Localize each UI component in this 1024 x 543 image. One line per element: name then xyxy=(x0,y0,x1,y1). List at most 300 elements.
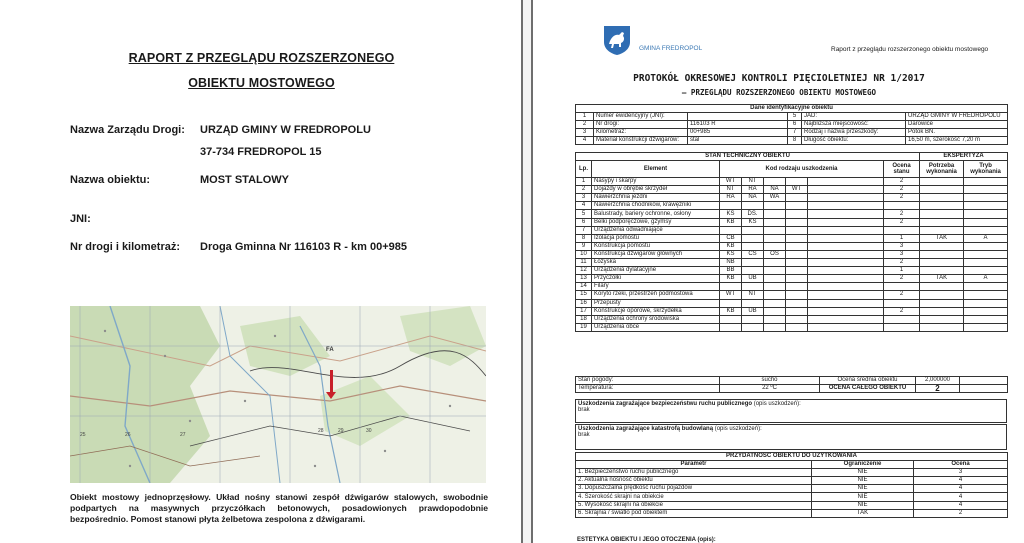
cell xyxy=(742,202,764,210)
table-row xyxy=(576,218,1008,226)
cell: 8 xyxy=(788,137,802,145)
cell xyxy=(920,202,964,210)
cell: 2 xyxy=(884,218,920,226)
report-title-line2: OBIEKTU MOSTOWEGO xyxy=(188,76,335,90)
table-row xyxy=(576,323,1008,331)
cell: 4 xyxy=(914,485,1008,493)
aesthetics-label: ESTETYKA OBIEKTU I JEGO OTOCZENIA (opis): xyxy=(577,537,716,543)
cell xyxy=(742,283,764,291)
cell xyxy=(786,210,808,218)
cell xyxy=(808,242,884,250)
structural-damage-note: (opis uszkodzeń): xyxy=(713,426,762,432)
cell xyxy=(808,283,884,291)
table-row xyxy=(576,307,1008,315)
usability-table xyxy=(575,452,1008,518)
expertyza-header: EKSPERTYZA xyxy=(920,153,1008,161)
cell xyxy=(808,259,884,267)
cell xyxy=(720,323,742,331)
element-name-cell: Filary xyxy=(592,283,720,291)
map-label-fa: FA xyxy=(326,347,334,353)
cell: 4 xyxy=(914,477,1008,485)
cell: 12 xyxy=(576,267,592,275)
cell xyxy=(964,323,1008,331)
bridge-description: Obiekt mostowy jednoprzęsłowy. Układ nośny stanowi zespół dźwigarów stalowych, swobodnie podpartych na masywnych przyczółkach betonowych, posadowionych prawdopodobnie bezpośrednio. Pomost stanowi płyta żelbetowa zespolona z dźwigarami. xyxy=(70,492,488,524)
cell: 5 xyxy=(788,113,802,121)
cell xyxy=(960,377,1008,385)
cell: NT xyxy=(720,186,742,194)
bridge-location-marker xyxy=(330,370,333,394)
col-ograniczenie: Ograniczenie xyxy=(812,461,914,469)
cell: 6. Skrajnia / światło pod obiektem xyxy=(576,509,812,517)
cell xyxy=(808,267,884,275)
overall-rating-label: OCENA CAŁEGO OBIEKTU xyxy=(820,385,916,393)
cell: 2 xyxy=(884,291,920,299)
table-row xyxy=(576,291,1008,299)
col-ocena: Ocena stanu xyxy=(884,161,920,178)
cell xyxy=(764,178,786,186)
cell xyxy=(964,186,1008,194)
cell xyxy=(808,210,884,218)
cell xyxy=(742,323,764,331)
cell xyxy=(920,250,964,258)
cell xyxy=(720,283,742,291)
cell xyxy=(786,218,808,226)
cell xyxy=(764,218,786,226)
cell xyxy=(964,194,1008,202)
map-grid-number: 25 xyxy=(80,432,86,438)
cell: KB xyxy=(720,275,742,283)
cell: TAK xyxy=(920,275,964,283)
cell xyxy=(808,226,884,234)
cell: Nr drogi: xyxy=(594,121,688,129)
cell xyxy=(920,210,964,218)
cell xyxy=(920,291,964,299)
gmina-name: GMINA FREDROPOL xyxy=(639,45,703,52)
cell: NIE xyxy=(812,501,914,509)
cell xyxy=(764,299,786,307)
page-gutter xyxy=(523,0,531,543)
cell xyxy=(764,315,786,323)
cell xyxy=(920,178,964,186)
cell: 16 xyxy=(576,299,592,307)
cell: DS. xyxy=(742,210,764,218)
element-name-cell: Konstrukcje oporowe, skrzydełka xyxy=(592,307,720,315)
cell xyxy=(964,242,1008,250)
col-element: Element xyxy=(592,161,720,178)
cell xyxy=(964,250,1008,258)
cell: WT xyxy=(786,186,808,194)
cell: 15 xyxy=(576,291,592,299)
cell: 10 xyxy=(576,250,592,258)
cell xyxy=(920,218,964,226)
cell: 14 xyxy=(576,283,592,291)
cell xyxy=(742,267,764,275)
cell: NT xyxy=(742,178,764,186)
cell: 5. Wysokość skrajni na obiekcie xyxy=(576,501,812,509)
cell xyxy=(920,315,964,323)
cell: 2 xyxy=(884,178,920,186)
cell: RA xyxy=(720,194,742,202)
field-value-zarzad: URZĄD GMINY W FREDROPOLU xyxy=(200,124,371,136)
cell xyxy=(720,299,742,307)
cell xyxy=(786,242,808,250)
element-name-cell: Izolacja pomostu xyxy=(592,234,720,242)
weather-summary-table xyxy=(575,376,1008,393)
cell: 1 xyxy=(576,113,594,121)
cell xyxy=(920,226,964,234)
cell: 2 xyxy=(576,186,592,194)
cell xyxy=(742,242,764,250)
protocol-page xyxy=(531,0,1024,543)
cell: Numer ewidencyjny (JNI): xyxy=(594,113,688,121)
cell: WT xyxy=(720,178,742,186)
cell xyxy=(764,242,786,250)
cell: 4 xyxy=(576,202,592,210)
cell: 4 xyxy=(576,137,594,145)
element-name-cell: Urządzenia dylatacyjne xyxy=(592,267,720,275)
map-grid-number: 28 xyxy=(318,428,324,434)
cell: TAK xyxy=(920,234,964,242)
cell xyxy=(786,259,808,267)
cell xyxy=(920,323,964,331)
cell: A xyxy=(964,234,1008,242)
cell xyxy=(808,202,884,210)
cell xyxy=(884,283,920,291)
table-row xyxy=(576,509,1008,517)
usability-header: PRZYDATNOŚĆ OBIEKTU DO UŻYTKOWANIA xyxy=(576,453,1008,461)
cell: 3 xyxy=(576,129,594,137)
cell: 16,50 m, szerokość 7,20 m xyxy=(906,137,1008,145)
element-name-cell: Nawierzchnia chodników, krawężniki xyxy=(592,202,720,210)
table-row xyxy=(576,210,1008,218)
element-name-cell: Koryto rzeki, przestrzeń podmostowa xyxy=(592,291,720,299)
avg-rating-label: Ocena średnia obiektu xyxy=(820,377,916,385)
cell: KB xyxy=(720,218,742,226)
topographic-map-graphic xyxy=(70,306,486,483)
weather-label: Stan pogody: xyxy=(576,377,720,385)
element-name-cell: Łożyska xyxy=(592,259,720,267)
field-value-obiekt: MOST STALOWY xyxy=(200,174,290,186)
cell xyxy=(808,178,884,186)
cell: Najbliższa miejscowość: xyxy=(802,121,906,129)
identification-table xyxy=(575,104,1008,145)
cell xyxy=(808,186,884,194)
cell: WA xyxy=(764,194,786,202)
identification-header: Dane identyfikacyjne obiektu xyxy=(576,105,1008,113)
cell xyxy=(884,323,920,331)
table-row xyxy=(576,267,1008,275)
table-row xyxy=(576,194,1008,202)
cell: 2 xyxy=(884,194,920,202)
protocol-title: PROTOKÓŁ OKRESOWEJ KONTROLI PIĘCIOLETNIEJ NR 1/2017 xyxy=(633,73,925,84)
table-row xyxy=(576,377,1008,385)
table-row xyxy=(576,275,1008,283)
cell xyxy=(786,250,808,258)
cell: KB xyxy=(720,307,742,315)
structural-damage-value: brak xyxy=(578,432,590,438)
col-potrzeba: Potrzeba wykonania xyxy=(920,161,964,178)
cell xyxy=(964,210,1008,218)
cell: 4 xyxy=(914,501,1008,509)
traffic-safety-value: brak xyxy=(578,407,590,413)
table-row xyxy=(576,137,1008,145)
cell xyxy=(720,202,742,210)
cell xyxy=(964,307,1008,315)
cell xyxy=(964,202,1008,210)
table-row xyxy=(576,493,1008,501)
cell xyxy=(964,299,1008,307)
cell xyxy=(786,267,808,275)
cell: 2 xyxy=(884,186,920,194)
traffic-safety-damage-section xyxy=(575,399,1007,423)
map-grid-number: 27 xyxy=(180,432,186,438)
table-row xyxy=(576,385,1008,393)
table-row xyxy=(576,202,1008,210)
table-row xyxy=(576,113,1008,121)
cell xyxy=(964,259,1008,267)
cell xyxy=(742,299,764,307)
cell xyxy=(786,275,808,283)
cell: UB xyxy=(742,307,764,315)
cell xyxy=(920,299,964,307)
cell xyxy=(786,291,808,299)
cell: 6 xyxy=(788,121,802,129)
cell: 1. Bezpieczeństwo ruchu publicznego xyxy=(576,469,812,477)
cell xyxy=(808,307,884,315)
cell: CB xyxy=(720,234,742,242)
cell xyxy=(764,267,786,275)
cell: NIE xyxy=(812,469,914,477)
cell xyxy=(808,275,884,283)
overall-rating-value: 2 xyxy=(916,385,960,393)
cell: NA xyxy=(764,186,786,194)
cell: 17 xyxy=(576,307,592,315)
cell: 00+985 xyxy=(688,129,788,137)
cell: KS xyxy=(720,250,742,258)
element-name-cell: Urządzenia ochrony środowiska xyxy=(592,315,720,323)
cell xyxy=(960,385,1008,393)
cell: 3 xyxy=(884,250,920,258)
cell: stal xyxy=(688,137,788,145)
page-header-title: Raport z przeglądu rozszerzonego obiektu mostowego xyxy=(831,46,989,53)
table-row xyxy=(576,242,1008,250)
cell: 3 xyxy=(576,194,592,202)
traffic-safety-note: (opis uszkodzeń): xyxy=(752,401,801,407)
cell xyxy=(884,202,920,210)
cell xyxy=(920,186,964,194)
cell: NT xyxy=(742,291,764,299)
cell xyxy=(742,226,764,234)
cell: 2 xyxy=(884,210,920,218)
cell: 8 xyxy=(576,234,592,242)
bridge-location-arrowhead xyxy=(326,392,336,399)
col-ocena: Ocena xyxy=(914,461,1008,469)
cell: Potok BN. xyxy=(906,129,1008,137)
cell: A xyxy=(964,275,1008,283)
cell xyxy=(808,299,884,307)
cell: Długość obiektu: xyxy=(802,137,906,145)
cell xyxy=(964,291,1008,299)
table-row xyxy=(576,121,1008,129)
cell: KS xyxy=(742,218,764,226)
temperature-label: Temperatura: xyxy=(576,385,720,393)
location-map xyxy=(70,306,486,483)
cell: NIE xyxy=(812,493,914,501)
cell: 3. Dopuszczalna prędkość ruchu pojazdów xyxy=(576,485,812,493)
cell: 2. Aktualna nośność obiektu xyxy=(576,477,812,485)
cell xyxy=(884,226,920,234)
element-name-cell: Nawierzchnia jezdni xyxy=(592,194,720,202)
cell xyxy=(964,315,1008,323)
cell: 1 xyxy=(884,234,920,242)
cell xyxy=(920,194,964,202)
table-row xyxy=(576,226,1008,234)
table-row xyxy=(576,315,1008,323)
cell xyxy=(884,315,920,323)
table-row xyxy=(576,129,1008,137)
cell xyxy=(742,315,764,323)
cell: 3 xyxy=(884,242,920,250)
cell xyxy=(808,234,884,242)
cell xyxy=(920,267,964,275)
cell xyxy=(808,315,884,323)
cell: 9 xyxy=(576,242,592,250)
cell xyxy=(808,218,884,226)
cell xyxy=(964,267,1008,275)
cell: 2 xyxy=(884,259,920,267)
field-value-zarzad-address: 37-734 FREDROPOL 15 xyxy=(200,146,322,158)
element-name-cell: Nasypy i skarpy xyxy=(592,178,720,186)
cell xyxy=(786,234,808,242)
cell xyxy=(920,307,964,315)
cell: UB xyxy=(742,275,764,283)
report-title-line1: RAPORT Z PRZEGLĄDU ROZSZERZONEGO xyxy=(128,51,395,65)
cell: 2 xyxy=(884,307,920,315)
cell: 19 xyxy=(576,323,592,331)
cell xyxy=(688,113,788,121)
cell xyxy=(764,283,786,291)
cell xyxy=(764,259,786,267)
cell: TAK xyxy=(812,509,914,517)
structural-damage-section xyxy=(575,424,1007,450)
table-row xyxy=(576,469,1008,477)
element-name-cell: Przepusty xyxy=(592,299,720,307)
cell: JAD: xyxy=(802,113,906,121)
element-name-cell: Dojazdy w obrębie skrzydeł xyxy=(592,186,720,194)
table-row xyxy=(576,485,1008,493)
protocol-subtitle: – PRZEGLĄDU ROZSZERZONEGO OBIEKTU MOSTOWEGO xyxy=(681,88,877,97)
table-row xyxy=(576,259,1008,267)
cell xyxy=(764,291,786,299)
col-lp: Lp. xyxy=(576,161,592,178)
cell xyxy=(786,202,808,210)
table-row xyxy=(576,186,1008,194)
cell: 2 xyxy=(914,509,1008,517)
cell: 4. Szerokość skrajni na obiekcie xyxy=(576,493,812,501)
cell: KS xyxy=(720,210,742,218)
map-grid-number: 30 xyxy=(366,428,372,434)
cell xyxy=(786,299,808,307)
cell xyxy=(764,323,786,331)
cell xyxy=(786,323,808,331)
cell: Kilometraż: xyxy=(594,129,688,137)
table-row xyxy=(576,283,1008,291)
cell: Rodzaj i nazwa przeszkody: xyxy=(802,129,906,137)
cell xyxy=(786,315,808,323)
field-value-droga: Droga Gminna Nr 116103 R - km 00+985 xyxy=(200,241,407,253)
cell: 2 xyxy=(884,275,920,283)
cell xyxy=(786,178,808,186)
table-row xyxy=(576,299,1008,307)
element-name-cell: Balustrady, bariery ochronne, osłony xyxy=(592,210,720,218)
element-name-cell: Belki podporęczowe, gzymsy xyxy=(592,218,720,226)
element-name-cell: Konstrukcja pomostu xyxy=(592,242,720,250)
technical-condition-table xyxy=(575,152,1008,332)
cell xyxy=(786,194,808,202)
cell: Materiał konstrukcji dźwigarów: xyxy=(594,137,688,145)
table-row xyxy=(576,234,1008,242)
cell: 11 xyxy=(576,259,592,267)
cell: NIE xyxy=(812,485,914,493)
cell: BB xyxy=(720,267,742,275)
map-grid-number: 26 xyxy=(125,432,131,438)
cell: 7 xyxy=(788,129,802,137)
cell xyxy=(764,275,786,283)
cell: WT xyxy=(720,291,742,299)
cell: Darowice xyxy=(906,121,1008,129)
cell xyxy=(808,194,884,202)
technical-header: STAN TECHNICZNY OBIEKTU xyxy=(576,153,920,161)
cell: KB xyxy=(720,242,742,250)
table-row xyxy=(576,477,1008,485)
table-row xyxy=(576,250,1008,258)
weather-value: sucho xyxy=(720,377,820,385)
cell xyxy=(764,234,786,242)
field-label-zarzad: Nazwa Zarządu Drogi: xyxy=(70,124,185,136)
cell: NA xyxy=(742,194,764,202)
element-name-cell: Urządzenia obce xyxy=(592,323,720,331)
cell xyxy=(920,242,964,250)
cell: 18 xyxy=(576,315,592,323)
cell xyxy=(964,226,1008,234)
element-name-cell: Urządzenia odwadniające xyxy=(592,226,720,234)
gmina-coat-of-arms-icon xyxy=(602,24,632,56)
cell: 6 xyxy=(576,218,592,226)
cell xyxy=(720,226,742,234)
cell: 7 xyxy=(576,226,592,234)
avg-rating-value: 2,000000 xyxy=(916,377,960,385)
col-param: Parametr xyxy=(576,461,812,469)
cell: 4 xyxy=(914,493,1008,501)
cell xyxy=(720,315,742,323)
cell xyxy=(786,283,808,291)
cell: CS xyxy=(742,250,764,258)
cell xyxy=(764,226,786,234)
cell xyxy=(964,218,1008,226)
cell: RA xyxy=(742,186,764,194)
cell xyxy=(764,202,786,210)
cell: 116103 R xyxy=(688,121,788,129)
temperature-value: 22 ºC xyxy=(720,385,820,393)
structural-damage-label: Uszkodzenia zagrażające katastrofą budowlaną xyxy=(578,426,714,432)
cell xyxy=(742,259,764,267)
page-edge xyxy=(531,0,533,543)
col-kod: Kod rodzaju uszkodzenia xyxy=(720,161,884,178)
field-label-droga: Nr drogi i kilometraż: xyxy=(70,241,181,253)
field-label-jni: JNI: xyxy=(70,213,91,225)
cell: 1 xyxy=(576,178,592,186)
cell xyxy=(742,234,764,242)
